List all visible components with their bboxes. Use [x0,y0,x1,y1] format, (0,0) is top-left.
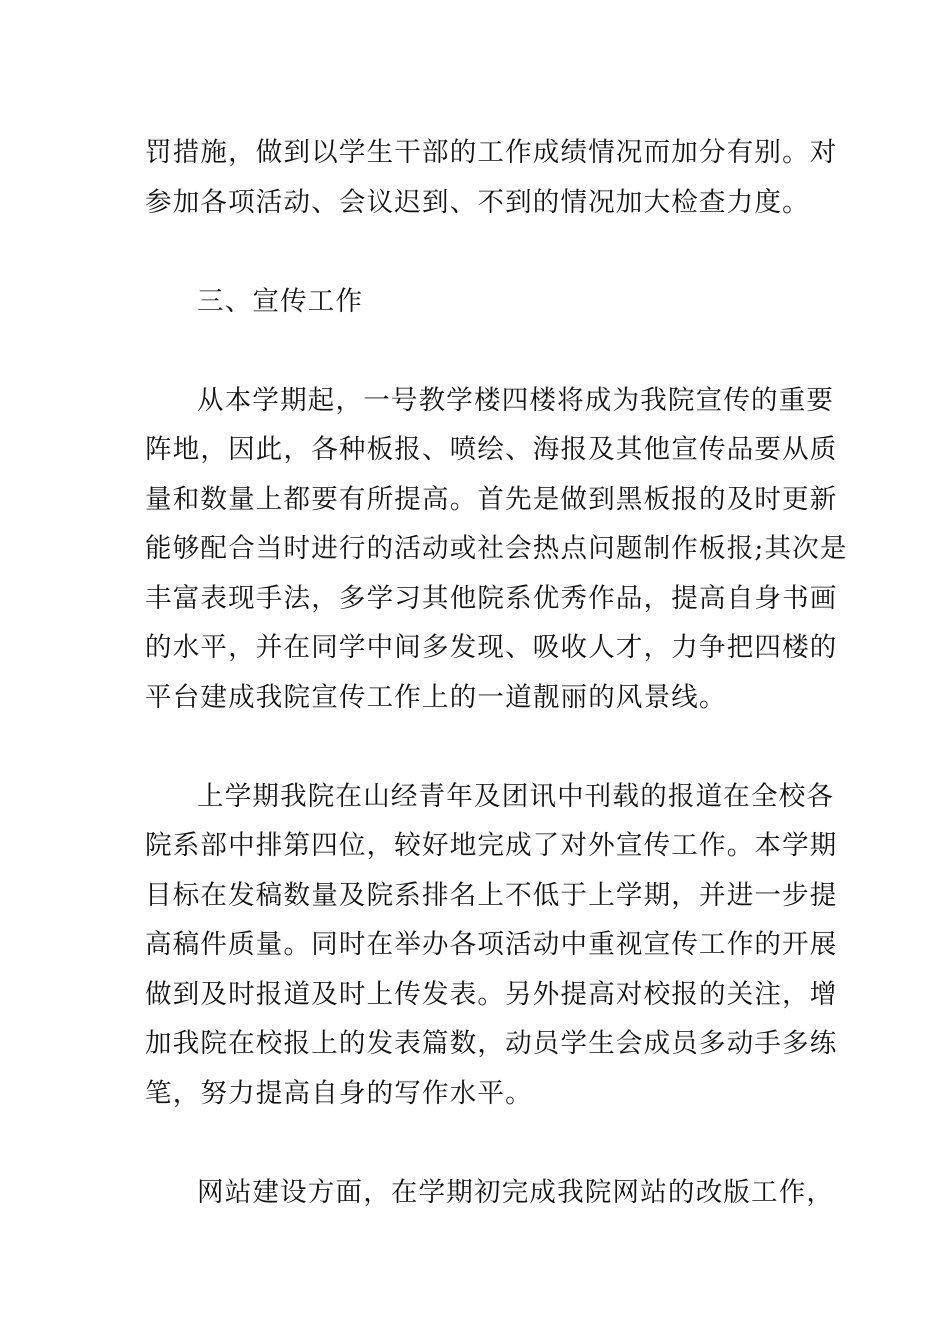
text-line: 院系部中排第四位，较好地完成了对外宣传工作。本学期 [145,830,838,861]
text-line: 目标在发稿数量及院系排名上不低于上学期，并进一步提 [145,879,838,911]
text-line: 的水平，并在同学中间多发现、吸收人才，力争把四楼的 [145,632,838,663]
document-body [145,128,848,1217]
paragraph [145,772,838,1119]
text-line: 量和数量上都要有所提高。首先是做到黑板报的及时更新 [145,483,838,515]
text-line: 从本学期起，一号教学楼四楼将成为我院宣传的重要 [197,384,835,416]
text-line: 高稿件质量。同时在举办各项活动中重视宣传工作的开展 [145,929,838,960]
paragraph-gap [145,227,810,277]
text-line: 加我院在校报上的发表篇数，动员学生会成员多动手多练 [145,1028,838,1059]
text-line: 网站建设方面，在学期初完成我院网站的改版工作， [197,1176,835,1208]
text-line: 阵地，因此，各种板报、喷绘、海报及其他宣传品要从质 [145,434,838,465]
paragraph-continuation [145,128,838,227]
paragraph-gap [145,326,810,376]
paragraph [145,1168,835,1218]
text-line: 能够配合当时进行的活动或社会热点问题制作板报;其次是 [145,533,848,564]
paragraph-gap [145,1118,810,1168]
text-line: 上学期我院在山经青年及团讯中刊载的报道在全校各 [197,780,835,812]
section-heading [145,277,810,327]
text-line: 笔，努力提高自身的写作水平。 [145,1077,533,1109]
text-line: 平台建成我院宣传工作上的一道靓丽的风景线。 [145,681,727,713]
text-line: 做到及时报道及时上传发表。另外提高对校报的关注，增 [145,978,838,1010]
text-line: 丰富表现手法，多学习其他院系优秀作品，提高自身书画 [145,582,838,614]
text-line: 罚措施，做到以学生干部的工作成绩情况而加分有别。对 [145,137,838,168]
text-line: 参加各项活动、会议迟到、不到的情况加大检查力度。 [145,186,810,218]
paragraph-gap [145,722,810,772]
paragraph [145,376,848,723]
section-heading-text: 三、宣传工作 [197,285,364,317]
